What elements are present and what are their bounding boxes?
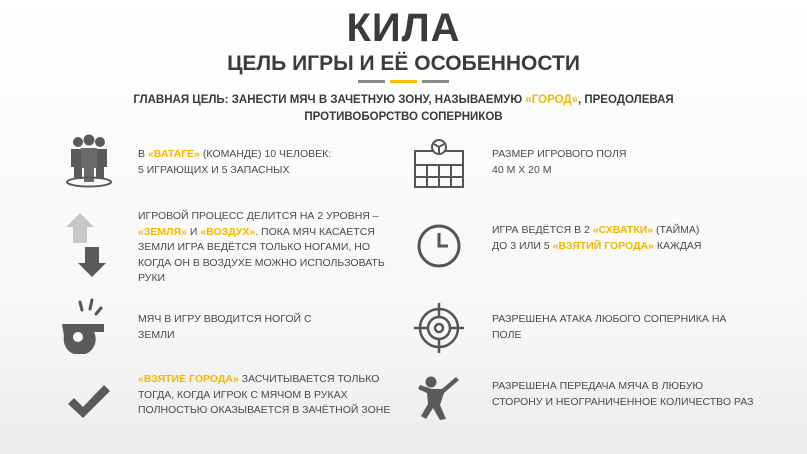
attack-text: РАЗРЕШЕНА АТАКА ЛЮБОГО СОПЕРНИКА НА ПОЛЕ xyxy=(492,313,727,341)
team-icon xyxy=(64,134,114,188)
player-icon xyxy=(418,375,460,421)
levels-text: ИГРОВОЙ ПРОЦЕСС ДЕЛИТСЯ НА 2 УРОВНЯ – «ЗЕМЛЯ» И «ВОЗДУХ». ПОКА МЯЧ КАСАЕТСЯ ЗЕМЛИ ИГРА ВЕДЁТСЯ ТОЛЬКО НОГАМИ, НО КОГДА ОН В ВОЗДУХЕ МОЖНО ИСПОЛЬЗОВАТЬ РУКИ xyxy=(138,210,385,284)
field-icon xyxy=(410,137,468,191)
capture-text: «ВЗЯТИЕ ГОРОДА» ЗАСЧИТЫВАЕТСЯ ТОЛЬКО ТОГДА, КОГДА ИГРОК С МЯЧОМ В РУКАХ ПОЛНОСТЬЮ ОКАЗЫВАЕТСЯ В ЗАЧЁТНОЙ ЗОНЕ xyxy=(138,373,391,416)
field-text: РАЗМЕР ИГРОВОГО ПОЛЯ 40 М Х 20 М xyxy=(492,148,627,176)
time-text: ИГРА ВЕДЁТСЯ В 2 «СХВАТКИ» (ТАЙМА) ДО 3 ИЛИ 5 «ВЗЯТИЙ ГОРОДА» КАЖДАЯ xyxy=(492,224,702,252)
checkmark-icon xyxy=(66,382,112,422)
target-icon xyxy=(413,302,465,354)
main-goal: ГЛАВНАЯ ЦЕЛЬ: ЗАНЕСТИ МЯЧ В ЗАЧЕТНУЮ ЗОНУ, НАЗЫВАЕМУЮ «ГОРОД», ПРЕОДОЛЕВАЯ ПРОТИВОБОРСТВО СОПЕРНИКОВ xyxy=(133,94,674,123)
title-divider xyxy=(358,80,450,84)
whistle-icon xyxy=(58,298,112,354)
kickoff-text: МЯЧ В ИГРУ ВВОДИТСЯ НОГОЙ С ЗЕМЛИ xyxy=(138,313,312,341)
page-subtitle: ЦЕЛЬ ИГРЫ И ЕЁ ОСОБЕННОСТИ xyxy=(227,52,580,75)
pass-text: РАЗРЕШЕНА ПЕРЕДАЧА МЯЧА В ЛЮБУЮ СТОРОНУ И НЕОГРАНИЧЕННОЕ КОЛИЧЕСТВО РАЗ xyxy=(492,380,754,408)
page-title: КИЛА xyxy=(346,6,461,50)
team-text: В «ВАТАГЕ» (КОМАНДЕ) 10 ЧЕЛОВЕК: 5 ИГРАЮЩИХ И 5 ЗАПАСНЫХ xyxy=(138,148,332,176)
up-down-arrows-icon xyxy=(66,213,106,279)
clock-icon xyxy=(416,223,462,269)
